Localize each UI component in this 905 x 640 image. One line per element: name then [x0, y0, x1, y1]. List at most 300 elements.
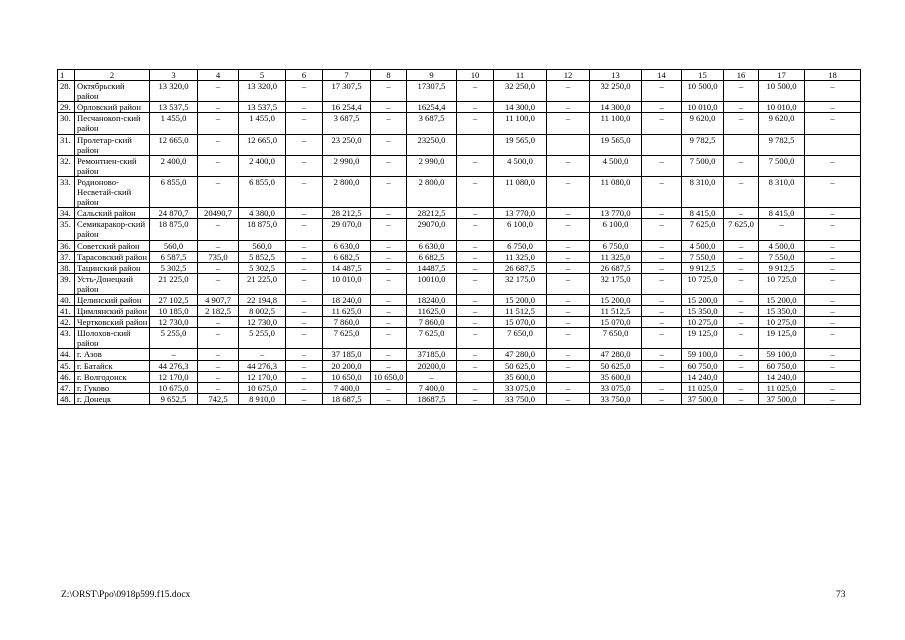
value-cell: – — [642, 102, 682, 113]
table-row — [58, 102, 861, 113]
value-cell: 9 620,0 — [759, 113, 805, 134]
row-number-cell: 37. — [58, 251, 75, 262]
district-name-cell: г. Донецк — [75, 393, 150, 404]
value-cell: – — [198, 349, 239, 360]
value-cell: – — [371, 219, 407, 240]
value-cell: – — [198, 240, 239, 251]
value-cell: 10010,0 — [407, 273, 457, 294]
value-cell: – — [198, 382, 239, 393]
district-name-cell: Чертковский район — [75, 317, 150, 328]
value-cell: – — [286, 219, 323, 240]
value-cell: 8 310,0 — [682, 176, 724, 207]
value-cell: – — [724, 262, 759, 273]
table-row — [58, 349, 861, 360]
value-cell — [547, 371, 590, 382]
value-cell: – — [457, 306, 494, 317]
value-cell: – — [371, 360, 407, 371]
value-cell: – — [457, 81, 494, 102]
value-cell: – — [371, 251, 407, 262]
value-cell: – — [371, 240, 407, 251]
value-cell: – — [805, 102, 861, 113]
value-cell: – — [547, 328, 590, 349]
value-cell: 33 075,0 — [590, 382, 642, 393]
value-cell: 14487,5 — [407, 262, 457, 273]
value-cell: 10 010,0 — [682, 102, 724, 113]
value-cell: 21 225,0 — [150, 273, 198, 294]
value-cell: 12 730,0 — [239, 317, 286, 328]
table-row — [58, 208, 861, 219]
column-number-header: 9 — [407, 70, 457, 81]
value-cell: – — [547, 306, 590, 317]
value-cell: 32 250,0 — [590, 81, 642, 102]
row-number-cell: 39. — [58, 273, 75, 294]
row-number-cell: 34. — [58, 208, 75, 219]
value-cell: 13 770,0 — [590, 208, 642, 219]
value-cell: 10 725,0 — [759, 273, 805, 294]
value-cell: 19 125,0 — [759, 328, 805, 349]
value-cell: 13 320,0 — [150, 81, 198, 102]
value-cell: 21 225,0 — [239, 273, 286, 294]
value-cell: 7 650,0 — [494, 328, 547, 349]
value-cell: – — [198, 317, 239, 328]
value-cell: 11 325,0 — [494, 251, 547, 262]
value-cell: 5 302,5 — [150, 262, 198, 273]
column-number-header: 3 — [150, 70, 198, 81]
value-cell: – — [457, 382, 494, 393]
value-cell: – — [805, 349, 861, 360]
value-cell: – — [805, 262, 861, 273]
value-cell: – — [547, 208, 590, 219]
column-number-header: 8 — [371, 70, 407, 81]
value-cell: – — [457, 328, 494, 349]
value-cell: 60 750,0 — [682, 360, 724, 371]
value-cell: 2 800,0 — [323, 176, 371, 207]
value-cell: 6 750,0 — [590, 240, 642, 251]
value-cell: 11 025,0 — [759, 382, 805, 393]
value-cell: 32 175,0 — [590, 273, 642, 294]
value-cell: 33 750,0 — [590, 393, 642, 404]
value-cell: 4 500,0 — [682, 240, 724, 251]
value-cell: 16254,4 — [407, 102, 457, 113]
value-cell: – — [805, 294, 861, 305]
value-cell: – — [198, 134, 239, 155]
column-number-header: 18 — [805, 70, 861, 81]
value-cell: 4 500,0 — [590, 155, 642, 176]
value-cell: – — [286, 134, 323, 155]
value-cell: – — [547, 176, 590, 207]
value-cell: – — [547, 219, 590, 240]
value-cell: – — [642, 317, 682, 328]
value-cell: 8 415,0 — [759, 208, 805, 219]
value-cell: – — [547, 113, 590, 134]
value-cell: 5 255,0 — [150, 328, 198, 349]
value-cell: 17 307,5 — [323, 81, 371, 102]
value-cell: – — [547, 317, 590, 328]
value-cell: – — [805, 306, 861, 317]
value-cell: – — [457, 317, 494, 328]
value-cell: 10 500,0 — [682, 81, 724, 102]
value-cell: 33 075,0 — [494, 382, 547, 393]
value-cell: – — [547, 360, 590, 371]
district-name-cell: г. Волгодонск — [75, 371, 150, 382]
value-cell: 2 800,0 — [407, 176, 457, 207]
value-cell: – — [805, 251, 861, 262]
value-cell: 28212,5 — [407, 208, 457, 219]
value-cell: 3 687,5 — [407, 113, 457, 134]
value-cell: 19 125,0 — [682, 328, 724, 349]
column-number-header: 17 — [759, 70, 805, 81]
value-cell: 6 855,0 — [239, 176, 286, 207]
value-cell: 6 750,0 — [494, 240, 547, 251]
district-name-cell: Целинский район — [75, 294, 150, 305]
value-cell: 7 500,0 — [682, 155, 724, 176]
value-cell: – — [198, 328, 239, 349]
value-cell: – — [457, 155, 494, 176]
value-cell: – — [642, 262, 682, 273]
value-cell: 4 907,7 — [198, 294, 239, 305]
value-cell: 37185,0 — [407, 349, 457, 360]
value-cell: 7 625,0 — [682, 219, 724, 240]
value-cell: 29070,0 — [407, 219, 457, 240]
value-cell: 13 537,5 — [239, 102, 286, 113]
value-cell: 9 782,5 — [682, 134, 724, 155]
value-cell: 9 620,0 — [682, 113, 724, 134]
value-cell: 14 240,0 — [682, 371, 724, 382]
row-number-cell: 38. — [58, 262, 75, 273]
value-cell — [457, 134, 494, 155]
row-number-cell: 41. — [58, 306, 75, 317]
value-cell: 59 100,0 — [759, 349, 805, 360]
value-cell: 11 512,5 — [494, 306, 547, 317]
value-cell: 12 170,0 — [239, 371, 286, 382]
value-cell: 742,5 — [198, 393, 239, 404]
value-cell: 7 500,0 — [759, 155, 805, 176]
value-cell: 44 276,3 — [239, 360, 286, 371]
value-cell: – — [286, 240, 323, 251]
value-cell: 6 855,0 — [150, 176, 198, 207]
value-cell: – — [457, 219, 494, 240]
value-cell: 10 010,0 — [759, 102, 805, 113]
value-cell: – — [198, 262, 239, 273]
district-name-cell: Родионово-Несветай-ский район — [75, 176, 150, 207]
value-cell: 13 320,0 — [239, 81, 286, 102]
value-cell: 7 550,0 — [759, 251, 805, 262]
row-number-cell: 31. — [58, 134, 75, 155]
value-cell: 2 990,0 — [323, 155, 371, 176]
value-cell: 11 100,0 — [590, 113, 642, 134]
value-cell: 16 254,4 — [323, 102, 371, 113]
table-row — [58, 134, 861, 155]
table-row — [58, 262, 861, 273]
value-cell: 26 687,5 — [590, 262, 642, 273]
value-cell: 10 675,0 — [239, 382, 286, 393]
row-number-cell: 29. — [58, 102, 75, 113]
value-cell: 8 310,0 — [759, 176, 805, 207]
value-cell: – — [724, 240, 759, 251]
value-cell: – — [198, 81, 239, 102]
column-number-header: 12 — [547, 70, 590, 81]
value-cell: – — [642, 240, 682, 251]
value-cell: – — [198, 219, 239, 240]
row-number-cell: 47. — [58, 382, 75, 393]
table-row — [58, 273, 861, 294]
value-cell: 15 350,0 — [759, 306, 805, 317]
district-name-cell: Октябрьский район — [75, 81, 150, 102]
value-cell: 4 500,0 — [759, 240, 805, 251]
value-cell: 7 550,0 — [682, 251, 724, 262]
value-cell: – — [724, 294, 759, 305]
value-cell: 35 600,0 — [494, 371, 547, 382]
value-cell: 560,0 — [150, 240, 198, 251]
table-row — [58, 155, 861, 176]
value-cell: – — [724, 393, 759, 404]
value-cell: – — [371, 155, 407, 176]
table-row — [58, 251, 861, 262]
value-cell: 18687,5 — [407, 393, 457, 404]
value-cell: 12 665,0 — [239, 134, 286, 155]
value-cell: 7 860,0 — [407, 317, 457, 328]
data-table — [57, 69, 861, 405]
row-number-cell: 42. — [58, 317, 75, 328]
value-cell: 18240,0 — [407, 294, 457, 305]
row-number-cell: 46. — [58, 371, 75, 382]
value-cell: – — [286, 360, 323, 371]
district-name-cell: г. Гуково — [75, 382, 150, 393]
table-row — [58, 393, 861, 404]
value-cell: – — [371, 382, 407, 393]
value-cell: 20200,0 — [407, 360, 457, 371]
value-cell: 50 625,0 — [494, 360, 547, 371]
value-cell: 20 200,0 — [323, 360, 371, 371]
value-cell: 15 200,0 — [590, 294, 642, 305]
value-cell: 29 070,0 — [323, 219, 371, 240]
value-cell: – — [371, 208, 407, 219]
value-cell: – — [198, 155, 239, 176]
value-cell: – — [286, 382, 323, 393]
value-cell: – — [724, 317, 759, 328]
value-cell: 19 565,0 — [590, 134, 642, 155]
value-cell: 11 325,0 — [590, 251, 642, 262]
row-number-cell: 30. — [58, 113, 75, 134]
value-cell: – — [805, 328, 861, 349]
value-cell: – — [805, 113, 861, 134]
value-cell: 50 625,0 — [590, 360, 642, 371]
value-cell: 5 852,5 — [239, 251, 286, 262]
value-cell: 11 512,5 — [590, 306, 642, 317]
value-cell: – — [286, 155, 323, 176]
value-cell: – — [724, 349, 759, 360]
value-cell: – — [371, 306, 407, 317]
value-cell: 8 002,5 — [239, 306, 286, 317]
value-cell: – — [805, 155, 861, 176]
value-cell: – — [371, 294, 407, 305]
value-cell: 15 350,0 — [682, 306, 724, 317]
value-cell: – — [371, 134, 407, 155]
value-cell — [724, 134, 759, 155]
value-cell: – — [642, 306, 682, 317]
value-cell: 23250,0 — [407, 134, 457, 155]
value-cell: – — [805, 81, 861, 102]
row-number-cell: 48. — [58, 393, 75, 404]
column-number-header: 5 — [239, 70, 286, 81]
value-cell: 15 200,0 — [494, 294, 547, 305]
value-cell: 18 875,0 — [239, 219, 286, 240]
value-cell: 6 630,0 — [323, 240, 371, 251]
value-cell: 37 500,0 — [759, 393, 805, 404]
value-cell: – — [286, 328, 323, 349]
value-cell: – — [805, 208, 861, 219]
value-cell: – — [198, 113, 239, 134]
value-cell: 7 625,0 — [407, 328, 457, 349]
value-cell: 8 910,0 — [239, 393, 286, 404]
value-cell: – — [371, 273, 407, 294]
value-cell: 12 730,0 — [150, 317, 198, 328]
value-cell: – — [457, 273, 494, 294]
value-cell: – — [642, 328, 682, 349]
value-cell: 2 990,0 — [407, 155, 457, 176]
column-number-header: 2 — [75, 70, 150, 81]
value-cell: 11 100,0 — [494, 113, 547, 134]
value-cell: – — [198, 176, 239, 207]
value-cell: 10 650,0 — [371, 371, 407, 382]
table-row — [58, 176, 861, 207]
value-cell: 47 280,0 — [494, 349, 547, 360]
value-cell — [547, 134, 590, 155]
value-cell: – — [371, 262, 407, 273]
value-cell: 15 070,0 — [494, 317, 547, 328]
value-cell — [805, 371, 861, 382]
value-cell: – — [286, 371, 323, 382]
district-name-cell: Советский район — [75, 240, 150, 251]
value-cell: – — [286, 81, 323, 102]
column-number-header: 14 — [642, 70, 682, 81]
value-cell: – — [286, 102, 323, 113]
value-cell: – — [286, 317, 323, 328]
value-cell: 9 912,5 — [682, 262, 724, 273]
value-cell: – — [150, 349, 198, 360]
value-cell: – — [286, 113, 323, 134]
value-cell: – — [457, 102, 494, 113]
column-number-header: 1 — [58, 70, 75, 81]
value-cell: – — [547, 240, 590, 251]
value-cell: 7 400,0 — [407, 382, 457, 393]
value-cell: – — [642, 113, 682, 134]
value-cell: – — [198, 273, 239, 294]
value-cell: – — [642, 360, 682, 371]
value-cell: 10 500,0 — [759, 81, 805, 102]
value-cell: 10 650,0 — [323, 371, 371, 382]
value-cell: – — [371, 328, 407, 349]
value-cell: – — [724, 360, 759, 371]
document-path: Z:\ORST\Ppo\0918p599.f15.docx — [61, 590, 191, 600]
value-cell: – — [198, 360, 239, 371]
value-cell: 1 455,0 — [150, 113, 198, 134]
table-row — [58, 371, 861, 382]
value-cell: 23 250,0 — [323, 134, 371, 155]
value-cell: 59 100,0 — [682, 349, 724, 360]
value-cell: – — [805, 176, 861, 207]
column-number-header: 6 — [286, 70, 323, 81]
value-cell: – — [547, 273, 590, 294]
value-cell: – — [759, 219, 805, 240]
value-cell: – — [457, 240, 494, 251]
value-cell: 32 250,0 — [494, 81, 547, 102]
table-row — [58, 113, 861, 134]
value-cell: – — [724, 306, 759, 317]
table-row — [58, 81, 861, 102]
value-cell: 18 687,5 — [323, 393, 371, 404]
value-cell: – — [547, 155, 590, 176]
column-number-header: 11 — [494, 70, 547, 81]
value-cell — [642, 371, 682, 382]
value-cell: 14 300,0 — [494, 102, 547, 113]
value-cell: 12 170,0 — [150, 371, 198, 382]
table-row — [58, 219, 861, 240]
row-number-cell: 35. — [58, 219, 75, 240]
value-cell: – — [805, 273, 861, 294]
row-number-cell: 32. — [58, 155, 75, 176]
value-cell: – — [547, 262, 590, 273]
district-name-cell: Сальский район — [75, 208, 150, 219]
value-cell: 60 750,0 — [759, 360, 805, 371]
value-cell: – — [457, 251, 494, 262]
value-cell: – — [286, 294, 323, 305]
value-cell: – — [547, 382, 590, 393]
value-cell: – — [457, 208, 494, 219]
district-name-cell: Ремонтнен-ский район — [75, 155, 150, 176]
value-cell: – — [547, 251, 590, 262]
value-cell: 4 380,0 — [239, 208, 286, 219]
value-cell: – — [457, 360, 494, 371]
value-cell: – — [198, 102, 239, 113]
row-number-cell: 36. — [58, 240, 75, 251]
value-cell: – — [547, 294, 590, 305]
value-cell: – — [286, 208, 323, 219]
value-cell: – — [371, 317, 407, 328]
value-cell: – — [286, 176, 323, 207]
value-cell: 37 185,0 — [323, 349, 371, 360]
value-cell: 18 240,0 — [323, 294, 371, 305]
value-cell: – — [457, 294, 494, 305]
table-row — [58, 240, 861, 251]
value-cell: – — [724, 273, 759, 294]
value-cell: 14 487,5 — [323, 262, 371, 273]
column-number-header: 7 — [323, 70, 371, 81]
value-cell: 11 625,0 — [323, 306, 371, 317]
value-cell: 2 400,0 — [239, 155, 286, 176]
value-cell: 2 400,0 — [150, 155, 198, 176]
value-cell: 10 185,0 — [150, 306, 198, 317]
value-cell: – — [371, 176, 407, 207]
value-cell: 17307,5 — [407, 81, 457, 102]
value-cell: – — [547, 393, 590, 404]
value-cell: 6 100,0 — [590, 219, 642, 240]
column-number-header: 10 — [457, 70, 494, 81]
value-cell — [805, 134, 861, 155]
table-row — [58, 317, 861, 328]
value-cell: 14 240,0 — [759, 371, 805, 382]
district-name-cell: Тацинский район — [75, 262, 150, 273]
value-cell: 37 500,0 — [682, 393, 724, 404]
value-cell: 9 912,5 — [759, 262, 805, 273]
value-cell: – — [457, 262, 494, 273]
row-number-cell: 33. — [58, 176, 75, 207]
value-cell: – — [724, 208, 759, 219]
value-cell — [642, 134, 682, 155]
district-name-cell: Семикаракор-ский район — [75, 219, 150, 240]
value-cell: – — [198, 371, 239, 382]
value-cell: 22 194,8 — [239, 294, 286, 305]
